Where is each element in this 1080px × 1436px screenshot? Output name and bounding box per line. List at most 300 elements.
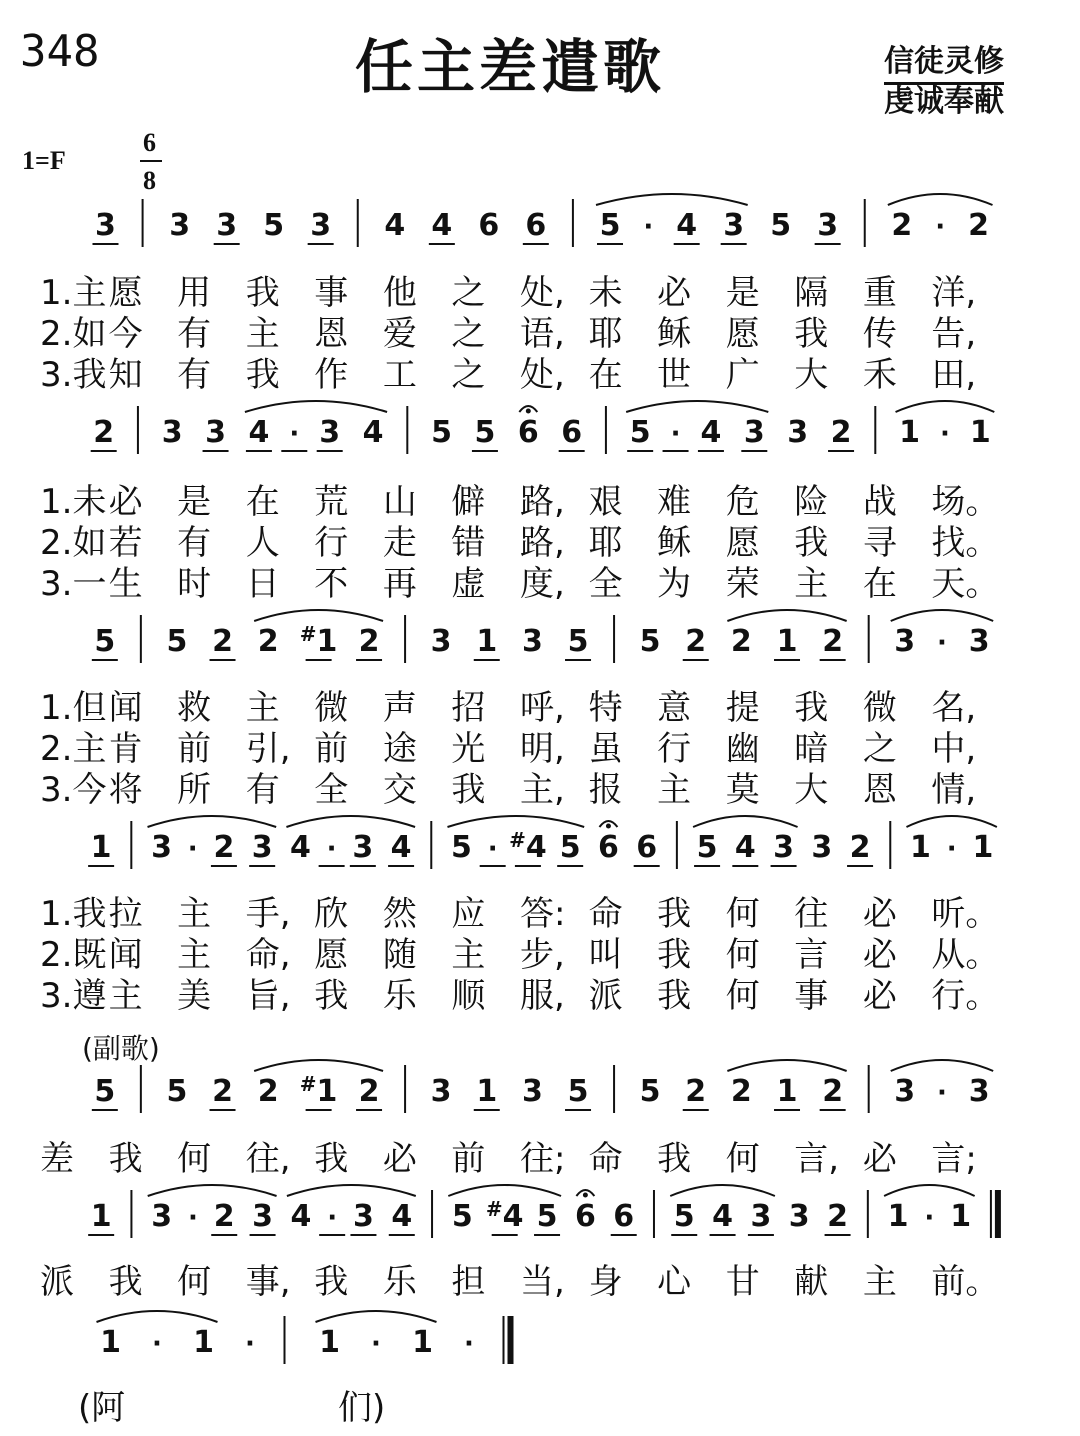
hymn-source-line-1: 信徒灵修 (884, 36, 1004, 85)
lyric-syllable: 派 (588, 976, 623, 1016)
lyric-syllable: 言 (794, 935, 829, 975)
lyric-syllable: 必 (862, 935, 897, 975)
lyric-syllable: 大 (794, 770, 829, 810)
note: 6 (517, 415, 539, 450)
dot-extension: · (371, 1329, 381, 1359)
lyric-syllable: 我 (314, 976, 349, 1016)
fermata-dot (583, 1193, 588, 1198)
note: 5 (536, 1199, 558, 1234)
note: 2 (685, 1074, 707, 1109)
lyric-syllable: 乐 (382, 976, 417, 1016)
lyric-syllable: 全 (314, 770, 349, 810)
lyric-syllable: 我 (794, 314, 829, 354)
note: 4 (290, 1199, 312, 1234)
lyric-syllable: 将 (108, 770, 143, 810)
lyric-syllable: 幽 (725, 729, 760, 769)
note: 4 (362, 415, 384, 450)
lyric-syllable: 叫 (588, 935, 623, 975)
note: 3 (788, 1199, 810, 1234)
lyric-syllable: 广 (725, 355, 760, 395)
lyric-syllable: 愿 (725, 523, 760, 563)
dot-extension: · (937, 1078, 947, 1108)
lyric-syllable: 名, (931, 688, 977, 728)
note: 2 (822, 624, 844, 659)
slur-arc (97, 1311, 218, 1322)
lyric-syllable: 必 (657, 273, 692, 313)
lyric-syllable: 走 (382, 523, 417, 563)
lyric-syllable: 命 (588, 1139, 623, 1179)
lyric-syllable: 3.一 (40, 564, 107, 604)
lyric-syllable: 情, (931, 770, 977, 810)
lyric-syllable: 明, (520, 729, 565, 769)
lyric-syllable: 恩 (862, 770, 897, 810)
lyric-syllable: 人 (245, 523, 280, 563)
lyric-syllable: 往 (794, 894, 829, 934)
dot-extension: · (245, 1329, 255, 1359)
slur-arc (316, 1311, 437, 1322)
lyric-syllable: (阿 (78, 1388, 126, 1428)
note: 5 (94, 1074, 116, 1109)
lyric-syllable: 有 (245, 770, 280, 810)
note: 2 (93, 415, 115, 450)
note: 3 (521, 1074, 543, 1109)
lyric-syllable: 身 (588, 1262, 623, 1302)
lyric-syllable: 顺 (451, 976, 486, 1016)
lyric-syllable: 1.未 (40, 482, 107, 522)
lyric-syllable: 传 (862, 314, 897, 354)
note: 3 (430, 1074, 452, 1109)
lyric-syllable: 中, (931, 729, 977, 769)
note: 5 (639, 624, 661, 659)
note: 3 (353, 1199, 374, 1234)
dot-extension: · (187, 834, 198, 864)
hymn-number: 348 (20, 26, 100, 77)
lyric-syllable: 光 (451, 729, 486, 769)
slur-arc (148, 1185, 277, 1196)
lyric-syllable: 然 (382, 894, 417, 934)
lyric-syllable: 用 (177, 273, 212, 313)
lyric-syllable: 处, (520, 355, 565, 395)
lyric-syllable: 前 (451, 1139, 486, 1179)
slur-arc (254, 1060, 383, 1071)
lyric-syllable: 服, (520, 976, 565, 1016)
lyric-syllable: 们) (338, 1388, 386, 1428)
note: 5 (451, 830, 472, 865)
lyric-syllable: 差 (40, 1139, 74, 1179)
lyric-syllable: 救 (177, 688, 212, 728)
lyric-syllable: 路, (520, 523, 565, 563)
lyric-syllable: 交 (382, 770, 417, 810)
lyric-syllable: 提 (725, 688, 760, 728)
note: 4 (700, 415, 722, 450)
lyric-syllable: 何 (177, 1139, 212, 1179)
lyric-syllable: 2.既 (40, 935, 107, 975)
note: 3 (968, 1074, 990, 1109)
slur-arc (626, 401, 768, 412)
note: 1 (90, 1199, 112, 1234)
note: 3 (161, 415, 183, 450)
lyric-syllable: 当, (520, 1262, 565, 1302)
note: 1 (90, 830, 112, 865)
note: 2 (212, 624, 233, 659)
lyric-syllable: 不 (314, 564, 349, 604)
lyric-syllable: 错 (451, 523, 486, 563)
lyric-syllable: 必 (862, 1139, 897, 1179)
note: 3 (352, 830, 374, 865)
note: 4 (384, 208, 406, 243)
slur-arc (670, 1185, 775, 1196)
lyric-syllable: 是 (177, 482, 212, 522)
note: 1 (776, 1074, 798, 1109)
note: 3 (521, 624, 543, 659)
lyric-syllable: 命 (588, 894, 623, 934)
slur-arc (596, 194, 748, 205)
dot-extension: · (327, 1203, 338, 1233)
lyric-syllable: 为 (657, 564, 692, 604)
lyric-syllable: 今 (108, 314, 143, 354)
lyric-syllable: 主 (108, 976, 143, 1016)
note: 2 (257, 624, 279, 659)
slur-arc (906, 816, 996, 827)
lyric-syllable: 往; (520, 1139, 566, 1179)
lyric-syllable: 主 (794, 564, 829, 604)
lyric-syllable: 场。 (931, 482, 1000, 522)
lyric-syllable: 我 (657, 1139, 692, 1179)
note: 2 (212, 1074, 233, 1109)
slur-arc (254, 610, 383, 621)
lyric-syllable: 微 (862, 688, 897, 728)
note: #1 (299, 622, 338, 659)
lyric-syllable: 之 (451, 314, 486, 354)
note: 3 (251, 830, 273, 865)
lyric-syllable: 主 (245, 314, 280, 354)
lyric-syllable: 2.如 (40, 314, 107, 354)
lyric-syllable: 艰 (588, 482, 623, 522)
lyric-syllable: 献 (794, 1262, 829, 1302)
lyric-syllable: 之 (451, 273, 486, 313)
lyric-syllable: 爱 (382, 314, 417, 354)
lyric-syllable: 3.我 (40, 355, 107, 395)
lyric-syllable: 何 (725, 894, 760, 934)
slur-arc (286, 816, 415, 827)
note: 4 (734, 830, 756, 865)
note: 4 (390, 830, 412, 865)
lyric-syllable: 我 (657, 894, 692, 934)
note: 6 (574, 1199, 596, 1234)
note: 1 (412, 1325, 433, 1360)
note: 3 (95, 208, 116, 243)
lyric-syllable: 有 (177, 355, 212, 395)
lyric-syllable: 美 (177, 976, 212, 1016)
lyric-syllable: 我 (245, 355, 280, 395)
note: 5 (559, 830, 581, 865)
lyric-syllable: 恩 (314, 314, 349, 354)
lyric-syllable: 意 (657, 688, 692, 728)
note: 3 (151, 1199, 173, 1234)
lyric-syllable: 3.今 (40, 770, 107, 810)
lyric-syllable: 有 (177, 314, 212, 354)
note: 1 (476, 1074, 498, 1109)
lyric-syllable: 我 (657, 935, 692, 975)
lyric-syllable: 途 (382, 729, 417, 769)
lyric-syllable: 寻 (862, 523, 897, 563)
note: 4 (431, 208, 453, 243)
lyric-syllable: 我 (314, 1262, 349, 1302)
note: 2 (213, 1199, 235, 1234)
lyric-syllable: 主 (657, 770, 692, 810)
lyric-syllable: 险 (794, 482, 829, 522)
lyric-syllable: 僻 (451, 482, 486, 522)
note: 3 (169, 208, 191, 243)
lyric-syllable: 担 (451, 1262, 486, 1302)
lyric-syllable: 1.但 (40, 688, 107, 728)
fermata-dot (606, 824, 611, 829)
slur-arc (891, 1060, 993, 1071)
slur-arc (447, 816, 584, 827)
lyric-syllable: 何 (177, 1262, 212, 1302)
lyric-syllable: 度, (520, 564, 565, 604)
lyric-syllable: 难 (657, 482, 692, 522)
lyric-syllable: 应 (451, 894, 486, 934)
time-signature-numerator: 6 (143, 128, 156, 157)
lyric-syllable: 愿 (725, 314, 760, 354)
lyric-syllable: 找。 (931, 523, 1000, 563)
note: 4 (289, 830, 311, 865)
lyric-syllable: 暗 (794, 729, 829, 769)
lyric-syllable: 在 (588, 355, 623, 395)
lyric-syllable: 听。 (931, 894, 1000, 934)
lyric-syllable: 主 (245, 688, 280, 728)
note: 5 (431, 415, 452, 450)
note: 2 (827, 1199, 849, 1234)
time-signature-denominator: 8 (143, 166, 156, 195)
lyric-syllable: 他 (382, 273, 417, 313)
note: 5 (263, 208, 285, 243)
note: 2 (257, 1074, 279, 1109)
lyric-syllable: 特 (588, 688, 623, 728)
note: 5 (696, 830, 718, 865)
lyric-syllable: 从。 (931, 935, 1000, 975)
lyric-syllable: 稣 (657, 523, 692, 563)
dot-extension: · (487, 834, 498, 864)
note: #1 (299, 1072, 338, 1109)
lyric-syllable: 莫 (725, 770, 760, 810)
lyric-syllable: 事, (245, 1262, 291, 1302)
slur-arc (448, 1185, 561, 1196)
lyric-syllable: 3.遵 (40, 976, 107, 1016)
lyric-syllable: 未 (588, 273, 623, 313)
lyric-syllable: 往, (245, 1139, 291, 1179)
lyric-syllable: 必 (862, 894, 897, 934)
lyric-syllable: 危 (725, 482, 760, 522)
note: 6 (636, 830, 658, 865)
lyric-syllable: 全 (588, 564, 623, 604)
slur-arc (727, 610, 846, 621)
note: 2 (358, 1074, 380, 1109)
dot-extension: · (924, 1203, 935, 1233)
note: 3 (750, 1199, 772, 1234)
lyric-syllable: 报 (588, 770, 623, 810)
lyric-syllable: 荣 (725, 564, 760, 604)
lyric-syllable: 前 (177, 729, 212, 769)
note: 3 (151, 830, 172, 865)
note: 5 (166, 624, 188, 659)
fermata-dot (526, 409, 531, 414)
lyric-syllable: 2.如 (40, 523, 107, 563)
note: 3 (811, 830, 833, 865)
dot-extension: · (939, 419, 950, 449)
lyric-syllable: 天。 (931, 564, 1000, 604)
lyric-syllable: 呼, (520, 688, 565, 728)
note: 5 (451, 1199, 473, 1234)
lyric-syllable: 处, (520, 273, 565, 313)
lyric-syllable: 前 (314, 729, 349, 769)
lyric-syllable: 1.主 (40, 273, 107, 313)
note: 4 (248, 415, 270, 450)
note: 3 (894, 624, 916, 659)
note: 3 (430, 624, 452, 659)
lyric-syllable: 我 (245, 273, 280, 313)
lyric-syllable: 在 (245, 482, 280, 522)
lyric-syllable: 重 (862, 273, 897, 313)
note: 2 (849, 830, 871, 865)
slur-arc (287, 1185, 416, 1196)
lyric-syllable: 引, (245, 729, 291, 769)
note: 1 (950, 1199, 972, 1234)
lyric-syllable: 之 (862, 729, 897, 769)
note: 3 (252, 1199, 274, 1234)
note: 6 (597, 830, 619, 865)
slur-arc (245, 401, 387, 412)
lyric-syllable: 我 (451, 770, 486, 810)
note: 2 (730, 624, 752, 659)
note: 1 (972, 830, 994, 865)
dot-extension: · (152, 1329, 162, 1359)
lyric-syllable: 手, (245, 894, 291, 934)
note: 2 (730, 1074, 752, 1109)
lyric-syllable: 行。 (931, 976, 1000, 1016)
note: #4 (485, 1197, 524, 1234)
lyric-syllable: 荒 (314, 482, 349, 522)
lyric-syllable: 大 (794, 355, 829, 395)
lyric-syllable: 战 (862, 482, 897, 522)
note: 2 (968, 208, 989, 243)
lyric-syllable: 之 (451, 355, 486, 395)
note: 3 (787, 415, 809, 450)
note: 5 (166, 1074, 188, 1109)
lyric-syllable: 是 (725, 273, 760, 313)
lyric-syllable: 事 (794, 976, 829, 1016)
note: 1 (319, 1325, 340, 1360)
note: 3 (205, 415, 226, 450)
lyric-syllable: 事 (314, 273, 349, 313)
note: 5 (639, 1074, 661, 1109)
lyric-syllable: 我 (314, 1139, 349, 1179)
lyric-syllable: 必 (382, 1139, 417, 1179)
lyric-syllable: 田, (931, 355, 977, 395)
lyric-syllable: 何 (725, 976, 760, 1016)
lyric-syllable: 欣 (314, 894, 349, 934)
lyric-syllable: 语, (520, 314, 565, 354)
lyric-syllable: 我 (794, 523, 829, 563)
lyric-syllable: 路, (520, 482, 565, 522)
lyric-syllable: 我 (108, 1262, 143, 1302)
note: 5 (599, 208, 621, 243)
note: 2 (358, 624, 380, 659)
note: 1 (100, 1325, 121, 1360)
lyric-syllable: 所 (177, 770, 212, 810)
note: 6 (525, 208, 547, 243)
lyric-syllable: 隔 (794, 273, 829, 313)
slur-arc (884, 1185, 975, 1196)
lyric-syllable: 声 (382, 688, 417, 728)
note: 6 (613, 1199, 635, 1234)
key-signature: 1=F (22, 146, 66, 175)
note: 6 (561, 415, 583, 450)
lyric-syllable: 拉 (108, 894, 143, 934)
lyric-syllable: 我 (794, 688, 829, 728)
refrain-label: (副歌) (82, 1032, 160, 1065)
lyric-syllable: 我 (657, 976, 692, 1016)
lyric-syllable: 我 (108, 1139, 143, 1179)
note: 3 (817, 208, 839, 243)
note: 2 (891, 208, 913, 243)
lyric-syllable: 日 (245, 564, 280, 604)
note: 4 (676, 208, 698, 243)
note: 5 (629, 415, 651, 450)
dot-extension: · (289, 419, 300, 449)
note: 2 (822, 1074, 844, 1109)
note: 6 (478, 208, 500, 243)
note: 1 (887, 1199, 909, 1234)
lyric-syllable: 愿 (108, 273, 143, 313)
lyric-syllable: 闻 (108, 935, 143, 975)
lyric-syllable: 何 (725, 1139, 760, 1179)
lyric-syllable: 工 (382, 355, 417, 395)
lyric-syllable: 作 (314, 355, 349, 395)
lyric-syllable: 主 (862, 1262, 897, 1302)
lyric-syllable: 招 (451, 688, 486, 728)
lyric-syllable: 主 (451, 935, 486, 975)
slur-arc (888, 194, 993, 205)
lyric-syllable: 言; (931, 1139, 977, 1179)
lyric-syllable: 主 (177, 894, 212, 934)
lyric-syllable: 知 (108, 355, 143, 395)
note: 3 (310, 208, 332, 243)
lyric-syllable: 有 (177, 523, 212, 563)
note: 1 (193, 1325, 214, 1360)
note: 5 (567, 624, 589, 659)
slur-arc (891, 610, 993, 621)
slur-arc (693, 816, 797, 827)
lyric-syllable: 心 (657, 1262, 692, 1302)
dot-extension: · (464, 1329, 474, 1359)
lyric-syllable: 再 (382, 564, 417, 604)
lyric-syllable: 禾 (862, 355, 897, 395)
slur-arc (727, 1060, 846, 1071)
lyric-syllable: 派 (40, 1262, 74, 1302)
lyric-syllable: 前。 (931, 1262, 1000, 1302)
lyric-syllable: 耶 (588, 314, 623, 354)
dot-extension: · (937, 628, 947, 658)
lyric-syllable: 在 (862, 564, 897, 604)
lyric-syllable: 步, (520, 935, 565, 975)
note: 3 (743, 415, 765, 450)
dot-extension: · (670, 419, 681, 449)
lyric-syllable: 愿 (314, 935, 349, 975)
note: 1 (899, 415, 920, 450)
lyric-syllable: 1.我 (40, 894, 107, 934)
